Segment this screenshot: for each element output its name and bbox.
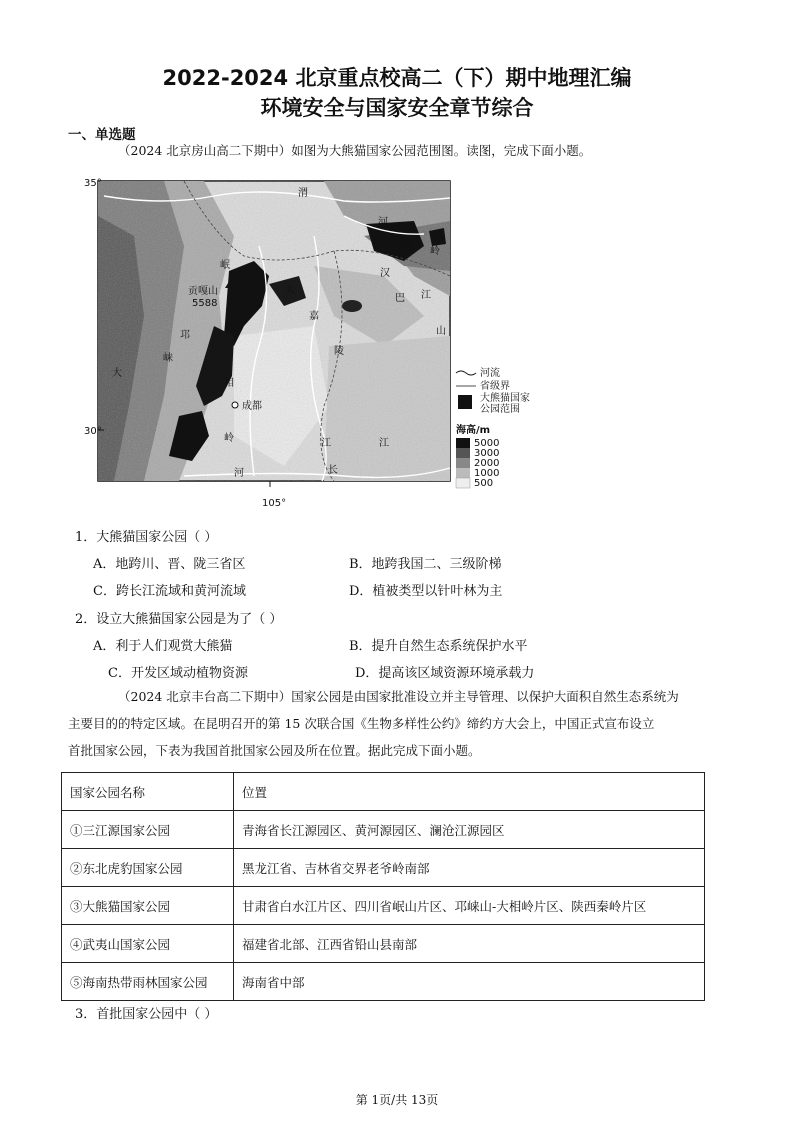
table-row — [62, 811, 705, 849]
national-parks-table — [61, 772, 705, 1001]
map-char: 岭 — [224, 433, 234, 444]
question-2-option-b[interactable]: B．提升自然生态系统保护水平 — [349, 639, 528, 654]
table-cell: 青海省长江源园区、黄河源园区、澜沧江源园区 — [234, 811, 705, 849]
city-marker — [232, 402, 238, 408]
map-char: 渭 — [298, 188, 308, 199]
question-1-option-c[interactable]: C．跨长江流域和黄河流域 — [93, 584, 246, 599]
table-cell: 福建省北部、江西省铅山县南部 — [234, 925, 705, 963]
intro-paragraph-2-line-3: 首批国家公园，下表为我国首批国家公园及所在位置。据此完成下面小题。 — [68, 743, 481, 758]
section-heading: 一、单选题 — [68, 127, 136, 143]
document-subtitle: 环境安全与国家安全章节综合 — [260, 96, 534, 120]
lat-top-label: 35° — [84, 178, 102, 189]
legend-park-2: 公园范围 — [480, 404, 520, 415]
question-2-option-a[interactable]: A．利于人们观赏大熊猫 — [93, 639, 233, 654]
table-cell: ①三江源国家公园 — [62, 811, 234, 849]
map-char: 汉 — [380, 268, 390, 279]
table-header-cell: 位置 — [234, 773, 705, 811]
table-cell: 黑龙江省、吉林省交界老爷岭南部 — [234, 849, 705, 887]
legend-river: 河流 — [480, 368, 500, 379]
map-char: 邛 — [180, 330, 190, 341]
question-1-option-a[interactable]: A．地跨川、晋、陇三省区 — [93, 557, 246, 572]
peak-elevation: 5588 — [192, 298, 218, 309]
legend-boundary: 省级界 — [480, 381, 510, 392]
map-char: 岭 — [430, 246, 440, 257]
table-cell: ③大熊猫国家公园 — [62, 887, 234, 925]
map-char: 江 — [421, 290, 431, 301]
lon-label: 105° — [262, 498, 287, 509]
table-header-row — [62, 773, 705, 811]
legend-elev: 2000 — [474, 458, 500, 469]
table-cell: ④武夷山国家公园 — [62, 925, 234, 963]
question-2-option-d[interactable]: D．提高该区域资源环境承载力 — [355, 666, 535, 681]
legend-elev: 5000 — [474, 438, 500, 449]
legend-elev: 1000 — [474, 468, 500, 479]
map-char: 河 — [234, 468, 244, 479]
map-char: 江 — [379, 438, 389, 449]
map-char: 岷 — [220, 260, 230, 271]
table-row — [62, 963, 705, 1001]
map-char: 嘉 — [309, 311, 319, 322]
peak-name: 贡嘎山 — [188, 286, 218, 297]
map-char: 秦 — [401, 242, 411, 253]
table-header-cell: 国家公园名称 — [62, 773, 234, 811]
table-cell: 甘肃省白水江片区、四川省岷山片区、邛崃山-大相岭片区、陕西秦岭片区 — [234, 887, 705, 925]
document-title: 2022-2024 北京重点校高二（下）期中地理汇编 — [162, 66, 632, 90]
question-3-stem: 3．首批国家公园中（ ） — [75, 1007, 218, 1022]
table-row — [62, 925, 705, 963]
map-legend — [456, 366, 530, 489]
question-2-stem: 2．设立大熊猫国家公园是为了（ ） — [75, 612, 283, 627]
map-char: 相 — [224, 378, 234, 389]
map-char: 长 — [328, 465, 338, 476]
map-char: 河 — [378, 217, 388, 228]
legend-elev-title: 海高/m — [456, 425, 491, 436]
map-char: 大 — [285, 285, 295, 296]
map-char: 大 — [112, 368, 122, 379]
intro-paragraph-2-line-1: （2024 北京丰台高二下期中）国家公园是由国家批准设立并主导管理、以保护大面积自然生态系统为 — [118, 689, 679, 704]
table-row — [62, 887, 705, 925]
map-char: 巴 — [395, 293, 405, 304]
question-1-option-b[interactable]: B．地跨我国二、三级阶梯 — [349, 557, 502, 572]
question-1-stem: 1．大熊猫国家公园（ ） — [75, 530, 218, 545]
map-char: 崃 — [163, 353, 173, 364]
intro-paragraph-2-line-2: 主要目的的特定区域。在昆明召开的第 15 次联合国《生物多样性公约》缔约方大会上，中国正式宣布设立 — [68, 716, 655, 731]
panda-park-map — [84, 176, 544, 510]
table-cell: 海南省中部 — [234, 963, 705, 1001]
legend-park-1: 大熊猫国家 — [480, 393, 530, 404]
legend-elev: 3000 — [474, 448, 500, 459]
map-char: 山 — [436, 326, 446, 337]
table-row — [62, 849, 705, 887]
map-char: 陵 — [334, 346, 344, 357]
question-2-option-c[interactable]: C．开发区域动植物资源 — [108, 666, 248, 681]
city-name: 成都 — [242, 401, 262, 412]
page-number: 第 1页/共 13页 — [355, 1093, 439, 1107]
map-char: 江 — [321, 438, 331, 449]
question-1-option-d[interactable]: D．植被类型以针叶林为主 — [349, 584, 503, 599]
lat-bottom-label: 30° — [84, 426, 102, 437]
table-cell: ②东北虎豹国家公园 — [62, 849, 234, 887]
intro-paragraph-1: （2024 北京房山高二下期中）如图为大熊猫国家公园范围图。读图，完成下面小题。 — [118, 143, 592, 158]
table-cell: ⑤海南热带雨林国家公园 — [62, 963, 234, 1001]
legend-elev: 500 — [474, 478, 494, 489]
